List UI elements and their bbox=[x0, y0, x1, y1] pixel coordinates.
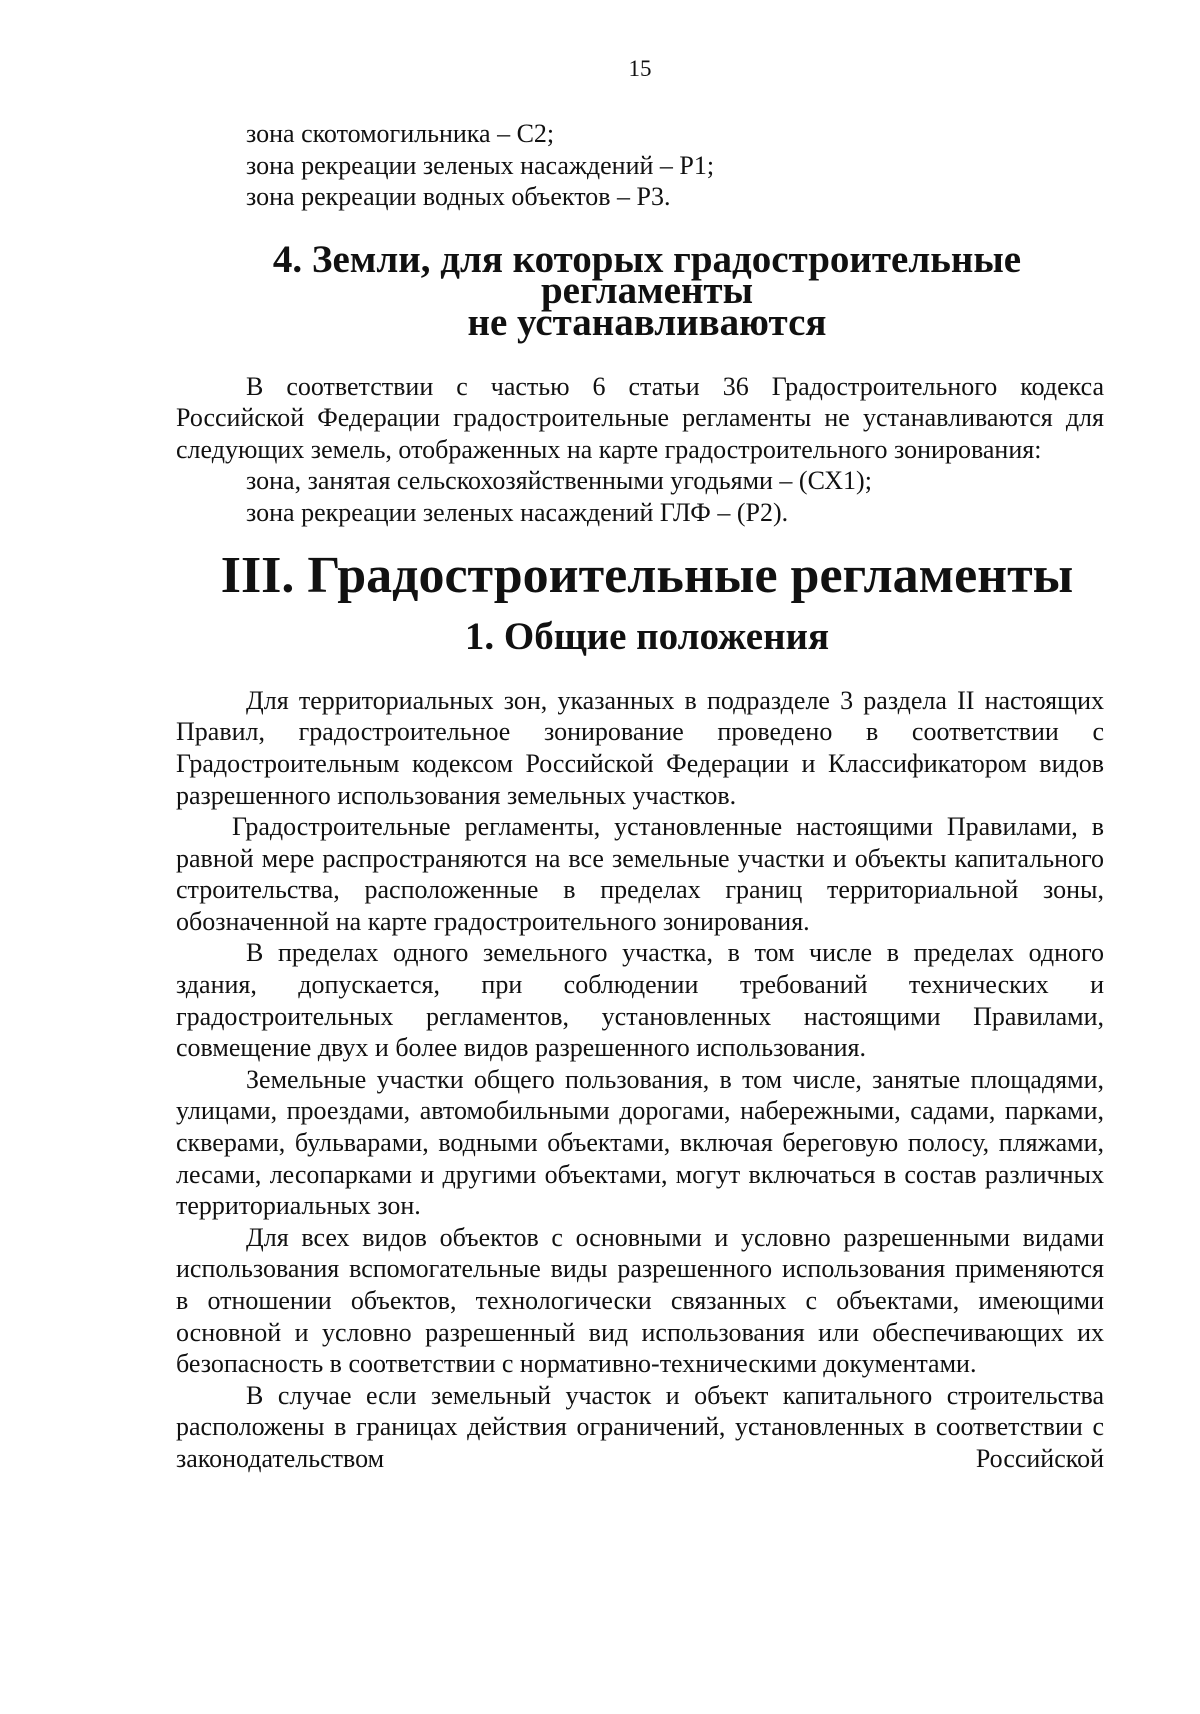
list-item: зона рекреации зеленых насаждений – Р1; bbox=[246, 150, 715, 180]
paragraph: Градостроительные регламенты, установленные настоящими Правилами, в равной мере распространяются на все земельные участки и объекты капитального строительства, расположенные в пределах границ территориальной зоны, обозначенной на карте градостроительного зонирования. bbox=[176, 812, 1104, 936]
paragraph: Для всех видов объектов с основными и условно разрешенными видами использования вспомогательные виды разрешенного использования применяются в отношении объектов, технологически связанных с объектами, имеющими основной и условно разрешенный вид использования или обеспечивающих их безопасность в соответствии с нормативно-техническими документами. bbox=[176, 1222, 1104, 1379]
list-item: зона рекреации водных объектов – Р3. bbox=[246, 182, 671, 212]
section-3-subtitle: 1. Общие положения bbox=[464, 615, 830, 659]
page-number: 15 bbox=[628, 56, 652, 81]
list-item: зона рекреации зеленых насаждений ГЛФ – (Р2). bbox=[246, 497, 789, 527]
section-3-title: III. Градостроительные регламенты bbox=[220, 546, 1074, 604]
section-4-title-line-2: не устанавливаются bbox=[467, 300, 827, 344]
intro-list bbox=[176, 118, 1104, 213]
paragraph: Земельные участки общего пользования, в том числе, занятые площадями, улицами, проездами, автомобильными дорогами, набережными, садами, парками, скверами, бульварами, водными объектами, включая береговую полосу, пляжами, лесами, лесопарками и другими объектами, могут включаться в состав различных территориальных зон. bbox=[176, 1064, 1104, 1221]
paragraph: Для территориальных зон, указанных в подразделе 3 раздела II настоящих Правил, градостроительное зонирование проведено в соответствии с Градостроительным кодексом Российской Федерации и Классификатором видов разрешенного использования земельных участков. bbox=[176, 685, 1104, 810]
list-item: зона, занятая сельскохозяйственными угодьями – (СХ1); bbox=[246, 466, 872, 496]
list-item: зона скотомогильника – С2; bbox=[246, 119, 555, 148]
page-content bbox=[176, 118, 1104, 1475]
section-4-title-line-1: 4. Земли, для которых градостроительные регламенты bbox=[272, 237, 1022, 313]
paragraph: В пределах одного земельного участка, в том числе в пределах одного здания, допускается, при соблюдении требований технических и градостроительных регламентов, установленных настоящими Правилами, совмещение двух и более видов разрешенного использования. bbox=[176, 938, 1104, 1063]
section-4-paragraph: В соответствии с частью 6 статьи 36 Градостроительного кодекса Российской Федерации градостроительные регламенты не устанавливаются для следующих земель, отображенных на карте градостроительного зонирования: bbox=[176, 371, 1104, 464]
paragraph: В случае если земельный участок и объект капитального строительства расположены в границах действия ограничений, установленных в соответствии с законодательством Российской bbox=[176, 1380, 1104, 1473]
